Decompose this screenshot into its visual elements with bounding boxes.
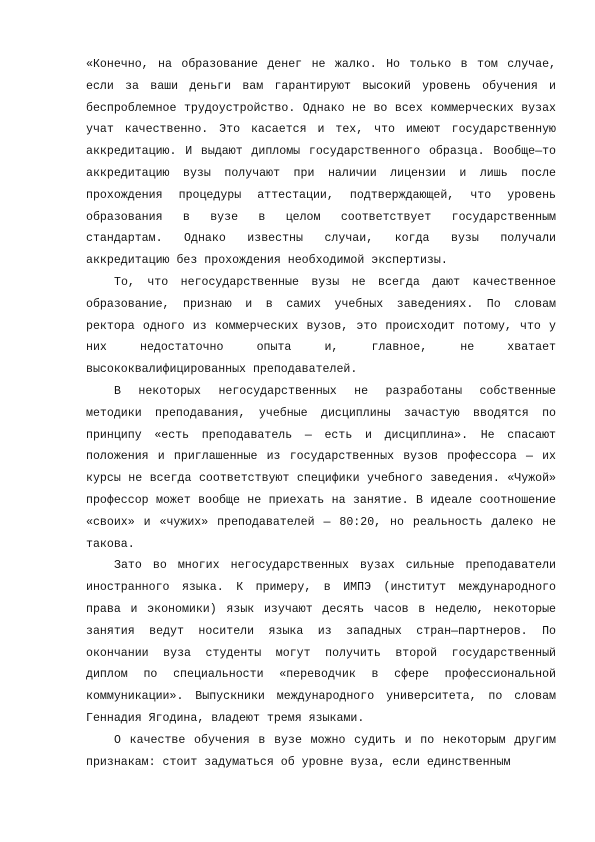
paragraph-2: То, что негосударственные вузы не всегда дают качественное образование, признаю и в самих учебных заведениях. По словам ректора одного из коммерческих вузов, это происходит потому, что у них недостаточно опыта и, главное, не хватает высококвалифицированных преподавателей.: [86, 275, 556, 377]
paragraph-4: Зато во многих негосударственных вузах сильные преподаватели иностранного языка. К примеру, в ИМПЭ (институт международного права и экономики) язык изучают десять часов в неделю, некоторые занятия ведут носители языка из западных стран—партнеров. По окончании вуза студенты могут получить второй государственный диплом по специальности «переводчик в сфере профессиональной коммуникации». Выпускники международного университета, по словам Геннадия Ягодина, владеют тремя языками.: [86, 559, 556, 725]
paragraph-5: О качестве обучения в вузе можно судить и по некоторым другим признакам: стоит задуматься об уровне вуза, если единственным: [86, 733, 556, 769]
document-page: [86, 54, 556, 773]
paragraph-1: «Конечно, на образование денег не жалко. Но только в том случае, если за ваши деньги вам гарантируют высокий уровень обучения и беспроблемное трудоустройство. Однако не во всех коммерческих вузах учат качественно. Это касается и тех, что имеют государственную аккредитацию. И выдают дипломы государственного образца. Вообще—то аккредитацию вузы получают при наличии лицензии и лишь после прохождения процедуры аттестации, подтверждающей, что уровень образования в вузе в целом соответствует государственным стандартам. Однако известны случаи, когда вузы получали аккредитацию без прохождения необходимой экспертизы.: [86, 58, 556, 268]
paragraph-3: В некоторых негосударственных не разработаны собственные методики преподавания, учебные дисциплины зачастую вводятся по принципу «есть преподаватель — есть и дисциплина». Не спасают положения и приглашенные из государственных вузов профессора — их курсы не всегда соответствуют специфики учебного заведения. «Чужой» профессор может вообще не приехать на занятие. В идеале соотношение «своих» и «чужих» преподавателей — 80:20, но реальность далеко не такова.: [86, 384, 556, 551]
